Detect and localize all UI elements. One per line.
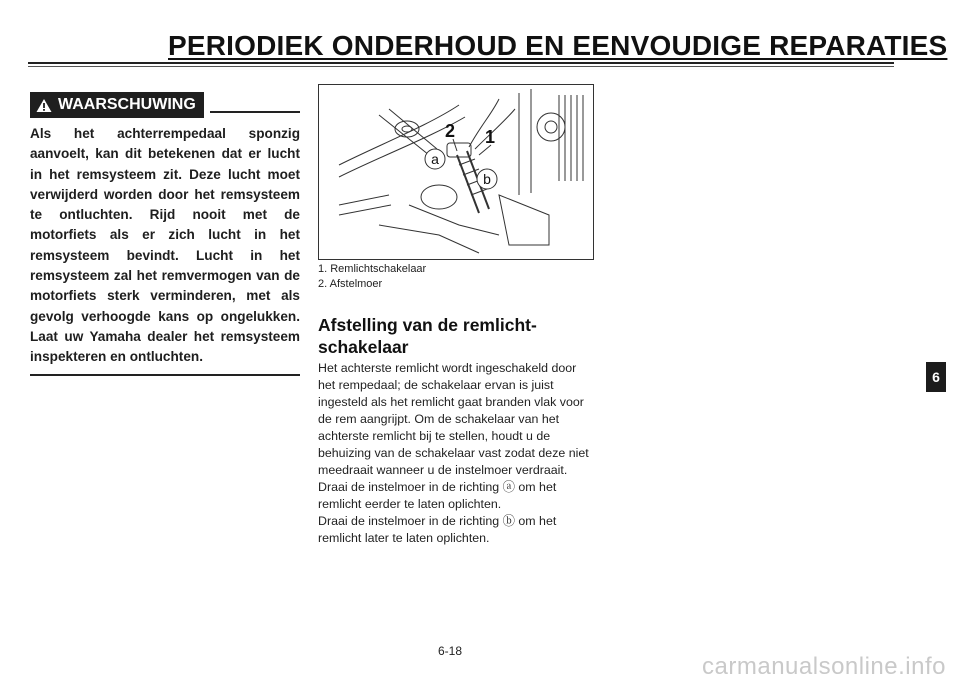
warning-text: Als het achterrempedaal sponzig aanvoelt, kan dit betekenen dat er lucht in het remsysteem zit. Deze lucht moet verwijderd worden door het remsysteem te ontluchten. Rijd nooit met de motorfiets als er zich lucht in het remsysteem bevindt. Lucht in het remsysteem zal het remvermogen van de motorfiets sterk verminderen, met als gevolg verhoogde kans op ongelukken. Laat uw Yamaha dealer het remsysteem inspekteren en ontluchten. (30, 126, 300, 365)
warning-rule (210, 111, 300, 113)
body-paragraph-3: Draai de instelmoer in de richting ⓑ om het remlicht later te laten oplichten. (318, 514, 557, 545)
brake-switch-illustration (319, 85, 593, 259)
page-number: 6-18 (438, 644, 463, 658)
warning-bottom-rule (30, 374, 300, 376)
warning-badge (30, 92, 204, 118)
page-title: PERIODIEK ONDERHOUD EN EENVOUDIGE REPARATIES (168, 30, 948, 61)
header-rule (28, 62, 894, 64)
header-rule-thin (28, 66, 894, 67)
figure-captions (318, 262, 426, 292)
watermark: carmanualsonline.info (702, 653, 946, 680)
warning-triangle-icon (36, 98, 52, 113)
caption-2: 2. Afstelmoer (318, 278, 383, 290)
section-title: Afstelling van de remlicht-schakelaar (318, 315, 537, 357)
callout-b: b (483, 171, 491, 187)
caption-1: 1. Remlichtschakelaar (318, 263, 427, 275)
brake-switch-figure (318, 84, 594, 260)
chapter-tab: 6 (926, 362, 946, 392)
warning-box (30, 92, 300, 376)
callout-a: a (431, 151, 439, 167)
body-paragraph-1: Het achterste remlicht wordt ingeschakeld door het rempedaal; de schakelaar ervan is juist ingesteld als het remlicht gaat branden vlak voor de rem aangrijpt. Om de schakelaar van het achterste remlicht bij te stellen, houdt u de behuizing van de schakelaar vast zodat deze niet meedraait wanneer u de instelmoer verdraait. (318, 361, 589, 477)
body-paragraph-2: Draai de instelmoer in de richting ⓐ om het remlicht eerder te laten oplichten. (318, 480, 557, 511)
section-body (318, 360, 596, 547)
warning-header (30, 92, 300, 118)
callout-2: 2 (445, 121, 456, 141)
callout-1: 1 (485, 127, 496, 147)
warning-label: WAARSCHUWING (58, 96, 196, 113)
